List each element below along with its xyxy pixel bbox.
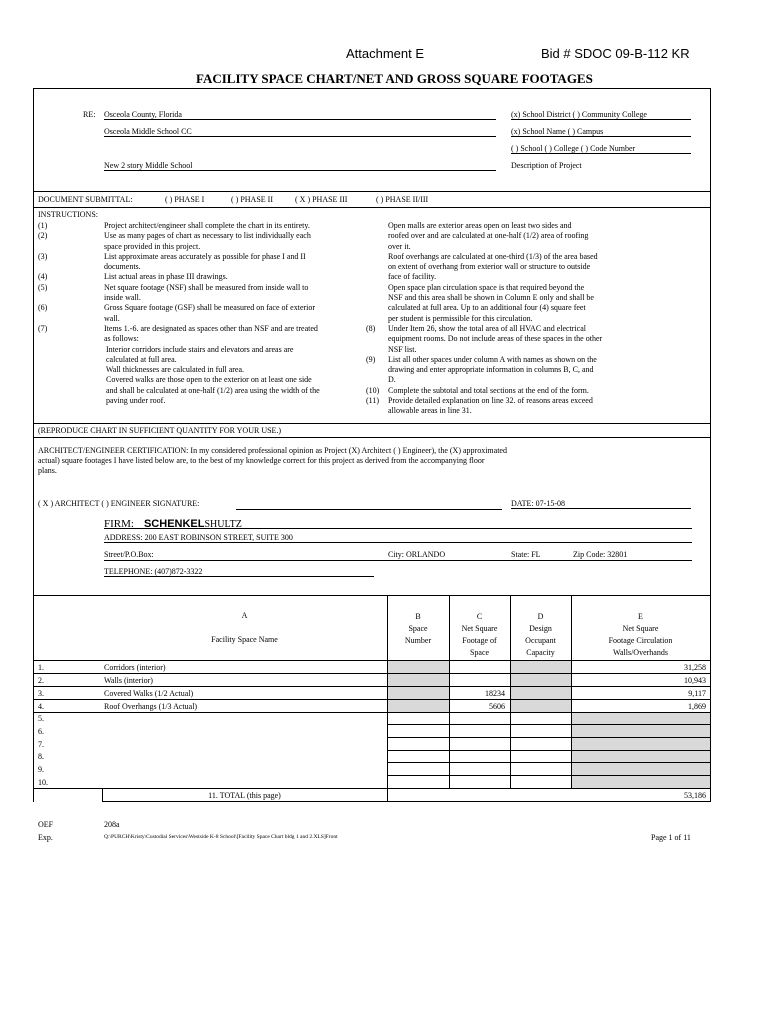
bid-number: Bid # SDOC 09-B-112 KR — [541, 46, 690, 61]
row-line — [33, 686, 710, 687]
instruction-line: (5) Net square footage (NSF) shall be measured from inside wall to — [38, 282, 309, 292]
certification-line-2: actual) square footages I have listed below are, to the best of my knowledge correct for this project as derived from the accompanying floor — [38, 456, 485, 465]
instructions-left — [38, 221, 358, 406]
instruction-line: Roof overhangs are calculated at one-third (1/3) of the area based — [388, 251, 598, 261]
row-number: 2. — [38, 676, 44, 685]
instruction-line: (3) List approximate areas accurately as possible for phase I and II — [38, 251, 306, 261]
frame-right — [710, 88, 711, 802]
instruction-line: (2) Use as many pages of chart as necessary to list individually each — [38, 231, 311, 241]
col-e-header: E Net Square Footage Circulation Walls/Overhands — [608, 612, 673, 657]
footer-exp: Exp. — [38, 833, 53, 842]
re-number: ( ) School ( ) College ( ) Code Number — [511, 144, 691, 154]
instruction-line: (4) List actual areas in phase III drawings. — [38, 272, 228, 282]
row-number: 8. — [38, 752, 44, 761]
divider — [33, 191, 710, 192]
phase-1-option: ( ) PHASE I — [165, 195, 205, 204]
row-space-name: Roof Overhangs (1/3 Actual) — [104, 702, 198, 711]
signature-label: ( X ) ARCHITECT ( ) ENGINEER SIGNATURE: — [38, 499, 200, 508]
row-circulation: 10,943 — [684, 676, 706, 685]
row-number: 7. — [38, 740, 44, 749]
re-description: Description of Project — [511, 161, 582, 170]
row-space-name: Covered Walks (1/2 Actual) — [104, 689, 194, 698]
frame-left — [33, 88, 34, 802]
total-value: 53,186 — [684, 791, 706, 800]
state-field: State: FL — [511, 550, 541, 559]
street-label: Street/P.O.Box: — [104, 550, 154, 559]
page-title: FACILITY SPACE CHART/NET AND GROSS SQUARE FOOTAGES — [196, 71, 593, 86]
row-net-sf: 18234 — [485, 689, 505, 698]
row-net-sf: 5606 — [489, 702, 505, 711]
row-line — [33, 712, 710, 713]
instruction-line: calculated at full area. Up to an additional four (4) square feet — [388, 303, 586, 313]
date-field: DATE: 07-15-08 — [511, 499, 691, 509]
instruction-line: roofed over and are calculated at one-half (1/2) area of roofing — [388, 231, 589, 241]
instruction-line: over it. — [388, 241, 411, 251]
instruction-line: space provided in this project. — [104, 241, 201, 251]
row-number: 4. — [38, 702, 44, 711]
instruction-line: drawing and enter appropriate information in columns B, C, and — [388, 365, 594, 375]
instructions-heading: INSTRUCTIONS: — [38, 210, 99, 219]
re-county: Osceola County, Florida — [104, 110, 496, 120]
instruction-line: NSF and this area shall be shown in Column E only and shall be — [388, 293, 594, 303]
firm-field — [104, 514, 692, 529]
page-number: Page 1 of 11 — [651, 833, 691, 842]
row-number: 3. — [38, 689, 44, 698]
instruction-line: documents. — [104, 262, 141, 272]
re-district: (x) School District ( ) Community College — [511, 110, 691, 120]
footer-oef: OEF — [38, 820, 54, 829]
instruction-line: (1) Project architect/engineer shall complete the chart in its entirety. — [38, 221, 310, 230]
frame-top — [33, 88, 710, 89]
row-number: 9. — [38, 765, 44, 774]
re-label: RE: — [83, 110, 96, 119]
address-field: ADDRESS: 200 EAST ROBINSON STREET, SUITE 300 — [104, 533, 692, 543]
instruction-line: paving under roof. — [104, 396, 166, 406]
instruction-line: (11) Provide detailed explanation on line 32. of reasons areas exceed — [366, 396, 593, 406]
firm-name-rest: SHULTZ — [204, 519, 242, 530]
phase-2-3-option: ( ) PHASE II/III — [376, 195, 429, 204]
attachment-label: Attachment E — [346, 46, 425, 61]
instruction-line: calculated at full area. — [104, 354, 177, 364]
row-circulation: 9,117 — [688, 689, 706, 698]
row-line — [33, 673, 710, 674]
row-line — [387, 775, 710, 776]
row-circulation: 1,869 — [688, 702, 706, 711]
row-line — [387, 737, 710, 738]
instruction-line: Open space plan circulation space is that required beyond the — [388, 282, 585, 292]
submittal-label: DOCUMENT SUBMITTAL: — [38, 195, 133, 204]
certification-line-1: ARCHITECT/ENGINEER CERTIFICATION: In my considered professional opinion as Project (X) Architect ( ) Engineer), the (X) approximated — [38, 446, 507, 455]
col-a-letter: A — [241, 611, 248, 620]
row-line — [387, 762, 710, 763]
divider — [33, 207, 710, 208]
city-field: City: ORLANDO — [388, 550, 446, 559]
row-number: 6. — [38, 727, 44, 736]
divider — [33, 437, 710, 438]
instruction-line: D. — [388, 375, 396, 385]
col-b-header: B Space Number — [404, 612, 432, 645]
instruction-line: NSF list. — [388, 344, 417, 354]
instructions-right — [366, 221, 696, 417]
instruction-line: face of facility. — [388, 272, 437, 282]
col-d-header: D Design Occupant Capacity — [525, 612, 556, 657]
instruction-line: wall. — [104, 313, 120, 323]
row-space-name: Walls (interior) — [104, 676, 153, 685]
row-space-name: Corridors (interior) — [104, 663, 166, 672]
col-c-header: C Net Square Footage of Space — [461, 612, 498, 657]
table-header-bottom — [33, 660, 710, 661]
telephone-field: TELEPHONE: (407)872-3322 — [104, 567, 374, 577]
footer-file-path: Q:\PURCH\Kristy\Custodial Services\Westside K-8 School\[Facility Space Chart bldg 1 and 2.XLS]Front — [104, 834, 338, 840]
instruction-line: (6) Gross Square footage (GSF) shall be measured on face of exterior — [38, 303, 316, 313]
total-label: 11. TOTAL (this page) — [208, 791, 281, 800]
instruction-line: Interior corridors include stairs and elevators and areas are — [104, 344, 294, 354]
row-number: 10. — [38, 778, 48, 787]
instruction-line: inside wall. — [104, 293, 141, 303]
instruction-line: allowable areas in line 31. — [388, 406, 472, 416]
instruction-line: (9) List all other spaces under column A with names as shown on the — [366, 354, 597, 364]
instruction-line: Open malls are exterior areas open on least two sides and — [388, 221, 572, 230]
phase-2-option: ( ) PHASE II — [231, 195, 273, 204]
footer-form-number: 208a — [104, 820, 120, 829]
row-line — [387, 750, 710, 751]
instruction-line: (10) Complete the subtotal and total sections at the end of the form. — [366, 385, 589, 395]
reproduce-note: (REPRODUCE CHART IN SUFFICIENT QUANTITY FOR YOUR USE.) — [38, 426, 282, 435]
row-circulation: 31,258 — [684, 663, 706, 672]
instruction-line: (8) Under Item 26, show the total area of all HVAC and electrical — [366, 323, 587, 333]
row-line — [33, 699, 710, 700]
col-a-header: Facility Space Name — [211, 635, 278, 644]
certification-line-3: plans. — [38, 466, 57, 475]
re-school: Osceola Middle School CC — [104, 127, 496, 137]
table-top — [33, 595, 710, 596]
re-project: New 2 story Middle School — [104, 161, 496, 171]
re-name: (x) School Name ( ) Campus — [511, 127, 691, 137]
row-number: 1. — [38, 663, 44, 672]
instruction-line: Covered walks are those open to the exterior on at least one side — [104, 375, 312, 385]
instruction-line: per student is permissible for this circulation. — [388, 313, 533, 323]
zip-field: Zip Code: 32801 — [573, 550, 628, 559]
phase-3-option: ( X ) PHASE III — [295, 195, 348, 204]
firm-label: FIRM: — [104, 518, 134, 530]
instruction-line: and shall be calculated at one-half (1/2) area using the width of the — [104, 385, 320, 395]
row-line — [33, 788, 710, 789]
instruction-line: (7) Items 1.-6. are designated as spaces other than NSF and are treated — [38, 323, 318, 333]
instruction-line: Wall thicknesses are calculated in full area. — [104, 365, 245, 375]
signature-line — [236, 509, 502, 510]
instruction-line: as follows: — [104, 334, 139, 344]
instruction-line: on extent of overhang from exterior wall or structure to outside — [388, 262, 591, 272]
row-number: 5. — [38, 714, 44, 723]
instruction-line: equipment rooms. Do not include areas of these spaces in the other — [388, 334, 603, 344]
divider — [33, 423, 710, 424]
row-line — [387, 724, 710, 725]
table-bottom — [102, 801, 710, 802]
firm-name-bold: SCHENKEL — [143, 518, 205, 530]
